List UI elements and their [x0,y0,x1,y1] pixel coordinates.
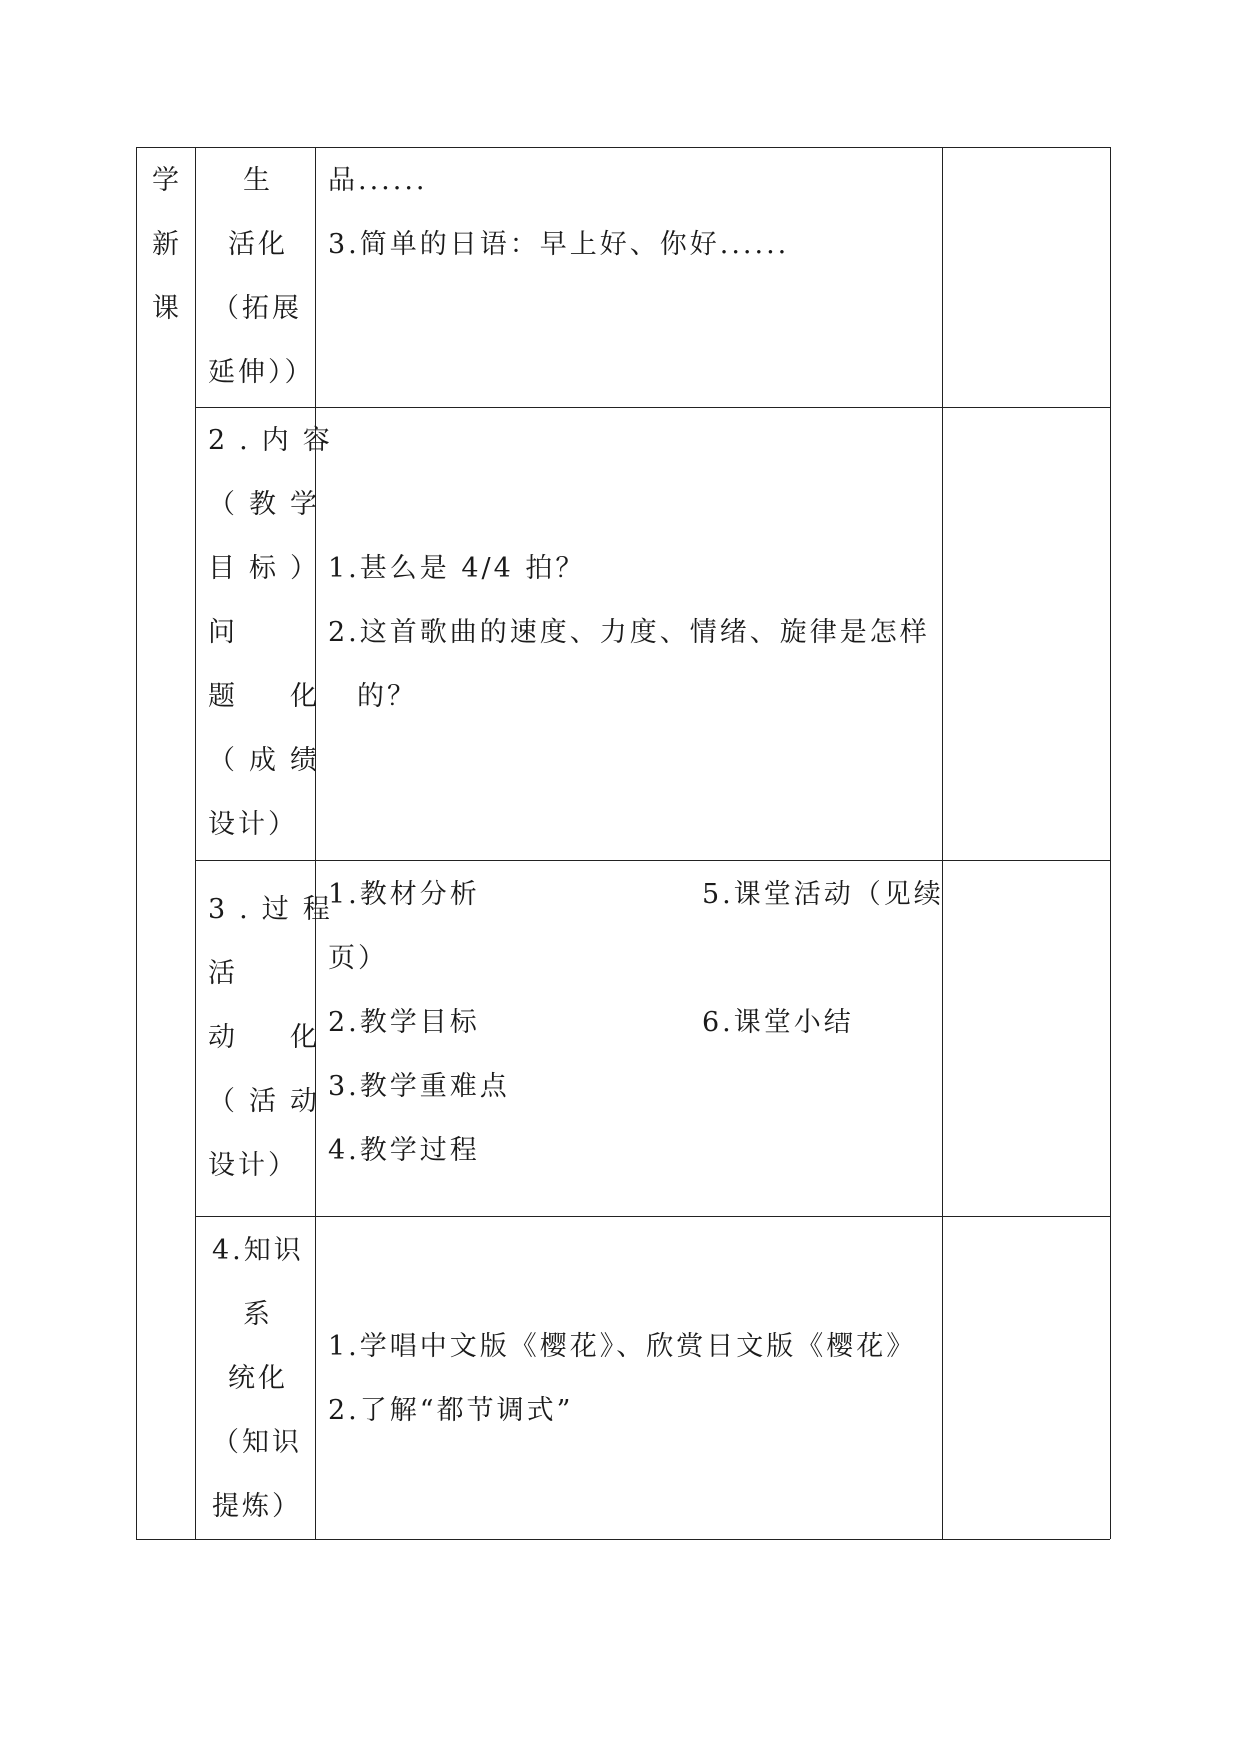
row-content-line-right: 5.课堂活动（见续 [702,879,944,910]
row-label-line: 设计） [208,809,298,840]
row-label-line: 动 化 [208,1022,331,1053]
row-content-line: 1.甚么是 4/4 拍？ [328,553,586,584]
row-label-line: 提炼） [212,1491,302,1522]
section-label-char: 课 [152,293,182,324]
column-divider-3 [942,147,943,1539]
row-divider-2 [195,860,1110,861]
row-content-line: 页） [328,943,388,974]
row-label-line: 2.内容 [208,425,344,456]
section-label-char: 新 [152,229,182,260]
row-label-line: 活 [208,958,238,989]
section-label-char: 学 [152,165,182,196]
table-border-right [1110,147,1111,1539]
row-content-line: 2.这首歌曲的速度、力度、情绪、旋律是怎样 [328,617,930,648]
row-content-line: 的？ [357,681,417,712]
row-label-line: （教学 [208,489,331,520]
row-label-line: 目标） [208,553,331,584]
row-label-line: 统化 [228,1363,288,1394]
row-label-line: 活化 [228,229,288,260]
row-content-line: 1.学唱中文版《樱花》、欣赏日文版《樱花》 [328,1331,917,1362]
row-content-line: 3.教学重难点 [328,1071,510,1102]
row-label-line: 延伸）） [208,357,315,388]
row-label-line: 设计） [208,1150,298,1181]
row-content-line-right: 6.课堂小结 [702,1007,854,1038]
row-content-line: 2.教学目标 [328,1007,480,1038]
row-content-line: 2.了解“都节调式” [328,1395,574,1426]
row-content-line: 4.教学过程 [328,1135,480,1166]
row-label-line: （拓展 [212,293,302,324]
row-content-line: 3.简单的日语：早上好、你好...... [328,229,790,260]
row-label-line: 生 [243,165,273,196]
row-label-line: 问 [208,617,238,648]
table-border-top [136,147,1110,148]
row-label-line: （成绩 [208,745,331,776]
column-divider-2 [315,147,316,1539]
row-label-line: 4.知识 [212,1235,304,1266]
row-label-line: 3.过程 [208,894,344,925]
table-border-bottom [136,1539,1110,1540]
row-label-line: （活动 [208,1086,331,1117]
row-content-line: 品...... [328,165,428,196]
row-content-line: 1.教材分析 [328,879,480,910]
table-border-left [136,147,137,1539]
row-label-line: 系 [243,1299,273,1330]
row-label-line: 题 化 [208,681,331,712]
row-divider-1 [195,407,1110,408]
row-divider-3 [195,1216,1110,1217]
column-divider-1 [195,147,196,1539]
row-label-line: （知识 [212,1427,302,1458]
